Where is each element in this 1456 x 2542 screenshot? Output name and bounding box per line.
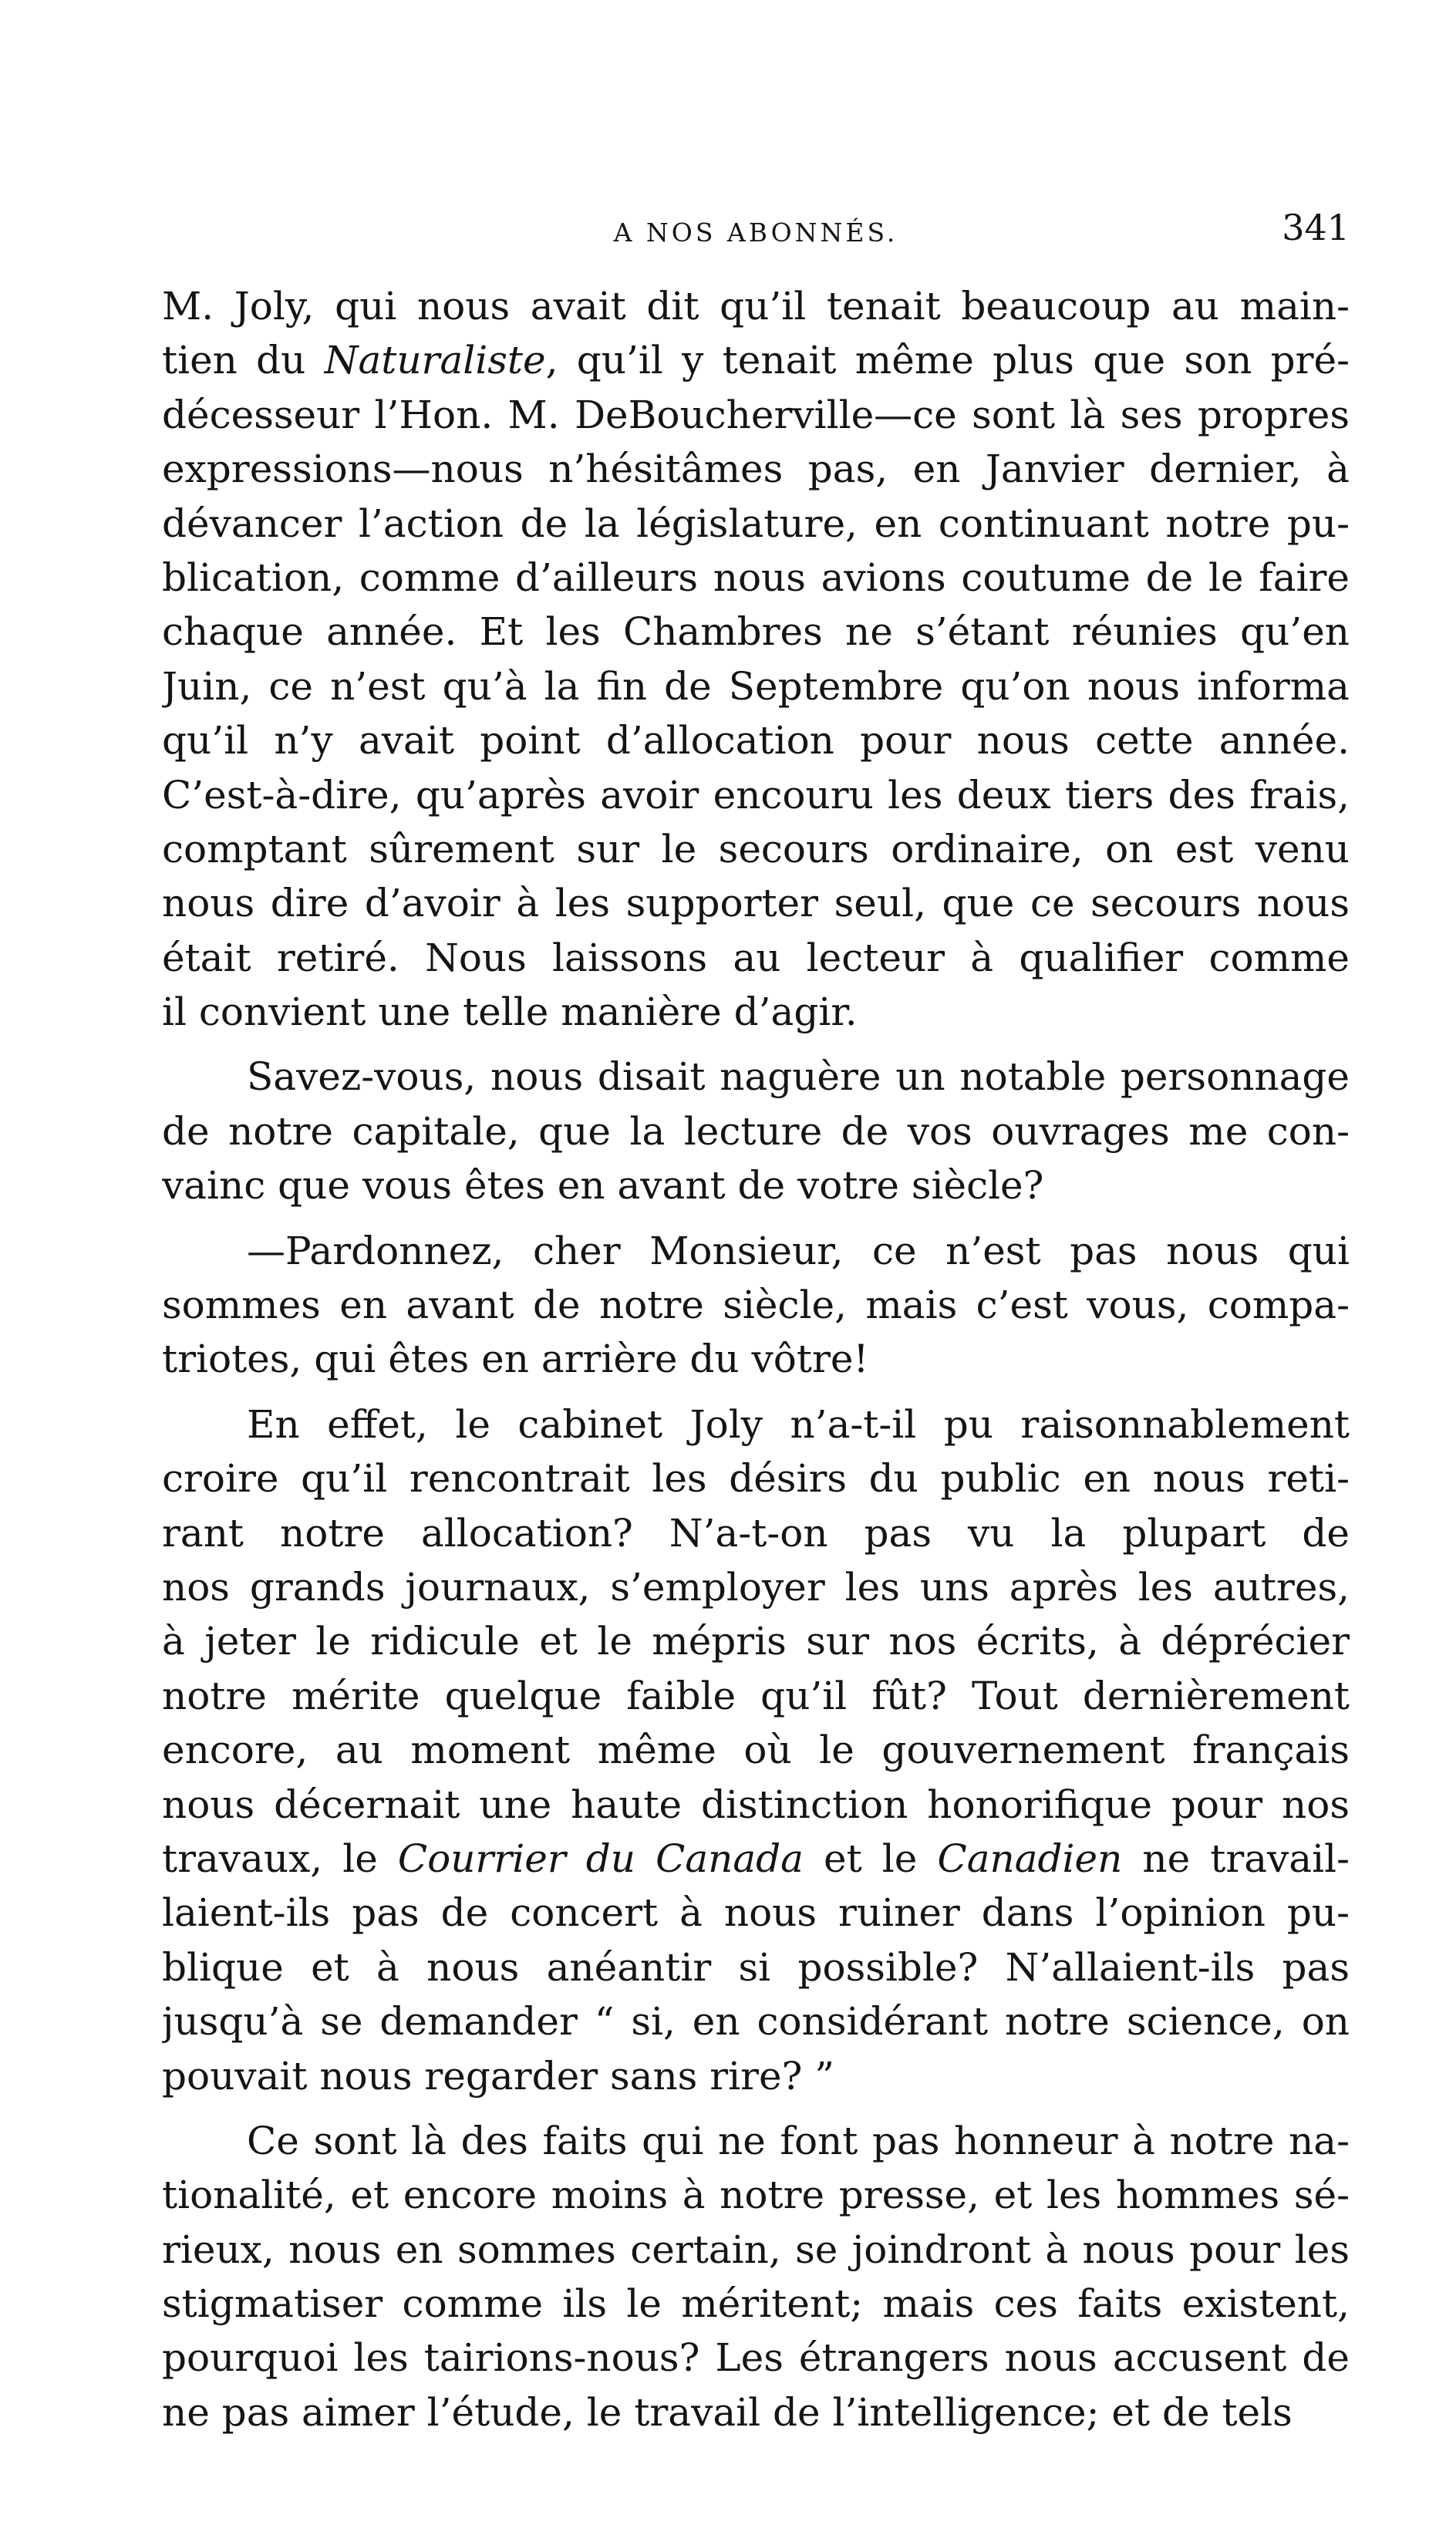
text-line [162, 2114, 1350, 2168]
text-segment: C’est-à-dire, qu’après avoir encouru les deux tiers des frais, [162, 772, 1350, 818]
text-line [162, 2277, 1350, 2331]
text-line [162, 2223, 1350, 2277]
text-line [162, 1560, 1350, 1614]
italic-title: Naturaliste [324, 338, 546, 383]
text-line [162, 931, 1350, 985]
paragraph [162, 1224, 1350, 1387]
text-segment: chaque année. Et les Chambres ne s’étant réunies qu’en [162, 609, 1350, 655]
text-segment: à jeter le ridicule et le mépris sur nos écrits, à déprécier [162, 1619, 1350, 1664]
text-segment: décesseur l’Hon. M. DeBoucherville—ce sont là ses propres [162, 392, 1350, 437]
text-segment: rant notre allocation? N’a-t-on pas vu la plupart de [162, 1510, 1350, 1556]
text-segment: blique et à nous anéantir si possible? N’allaient-ils pas [162, 1944, 1350, 1990]
italic-title: Canadien [937, 1836, 1123, 1881]
text-line [162, 1158, 1350, 1212]
text-segment: Savez-vous, nous disait naguère un notable personnage [247, 1054, 1350, 1100]
text-segment: comptant sûrement sur le secours ordinaire, on est venu [162, 826, 1350, 871]
text-segment: nos grands journaux, s’employer les uns après les autres, [162, 1564, 1350, 1610]
text-line [162, 497, 1350, 551]
text-line [162, 985, 1350, 1039]
text-segment: tien du [162, 338, 325, 383]
text-segment: —Pardonnez, cher Monsieur, ce n’est pas nous qui [247, 1228, 1350, 1273]
paragraph [162, 1397, 1350, 2103]
text-segment: Juin, ce n’est qu’à la fin de Septembre qu’on nous informa [162, 663, 1350, 709]
text-segment: expressions—nous n’hésitâmes pas, en Janvier dernier, à [162, 447, 1350, 492]
text-segment: encore, au moment même où le gouvernement français [162, 1728, 1350, 1773]
text-line [162, 1994, 1350, 2048]
text-line [162, 2049, 1350, 2103]
text-line [162, 1224, 1350, 1278]
paragraph-gap [162, 2103, 1350, 2114]
text-segment: de notre capitale, que la lecture de vos ouvrages me con- [162, 1108, 1350, 1154]
paragraph [162, 279, 1350, 1039]
text-line [162, 822, 1350, 876]
text-line [162, 1723, 1350, 1777]
text-segment: stigmatiser comme ils le méritent; mais ces faits existent, [162, 2281, 1350, 2327]
text-line [162, 876, 1350, 930]
paragraph-gap [162, 1039, 1350, 1050]
text-line [162, 2385, 1350, 2439]
page-number: 341 [1282, 207, 1350, 248]
text-segment: vainc que vous êtes en avant de votre siècle? [162, 1163, 1044, 1209]
text-line [162, 1104, 1350, 1158]
text-segment: et le [803, 1836, 938, 1881]
text-line [162, 768, 1350, 822]
text-segment: laient-ils pas de concert à nous ruiner dans l’opinion pu- [162, 1890, 1350, 1936]
text-line [162, 1050, 1350, 1104]
text-line [162, 442, 1350, 496]
text-line [162, 713, 1350, 767]
running-head [162, 207, 1350, 253]
italic-title: Courrier du Canada [397, 1836, 804, 1881]
text-line [162, 1940, 1350, 1994]
text-segment: travaux, le [162, 1836, 398, 1881]
text-segment: triotes, qui êtes en arrière du vôtre! [162, 1337, 869, 1382]
text-line [162, 1332, 1350, 1386]
text-segment: nous dire d’avoir à les supporter seul, que ce secours nous [162, 881, 1350, 926]
text-segment: rieux, nous en sommes certain, se joindront à nous pour les [162, 2227, 1350, 2272]
text-segment: blication, comme d’ailleurs nous avions coutume de le faire [162, 555, 1350, 600]
text-line [162, 2168, 1350, 2222]
text-line [162, 279, 1350, 333]
text-segment: Ce sont là des faits qui ne font pas honneur à notre na- [247, 2118, 1350, 2163]
text-segment: tionalité, et encore moins à notre presse, et les hommes sé- [162, 2173, 1350, 2218]
text-segment: qu’il n’y avait point d’allocation pour nous cette année. [162, 718, 1350, 764]
text-line [162, 333, 1350, 387]
text-line [162, 1669, 1350, 1723]
text-segment: sommes en avant de notre siècle, mais c’est vous, compa- [162, 1283, 1350, 1328]
text-segment: pourquoi les tairions-nous? Les étrangers nous accusent de [162, 2335, 1350, 2381]
text-line [162, 388, 1350, 442]
text-segment: croire qu’il rencontrait les désirs du public en nous reti- [162, 1456, 1350, 1502]
paragraph [162, 1050, 1350, 1212]
text-line [162, 1778, 1350, 1832]
text-segment: notre mérite quelque faible qu’il fût? Tout dernièrement [162, 1673, 1350, 1718]
text-line [162, 2331, 1350, 2385]
text-line [162, 1886, 1350, 1940]
text-segment: , qu’il y tenait même plus que son pré- [545, 338, 1350, 383]
text-line [162, 1614, 1350, 1668]
text-segment: pouvait nous regarder sans rire? ” [162, 2053, 834, 2099]
text-line [162, 1832, 1350, 1886]
text-line [162, 551, 1350, 605]
text-line [162, 1506, 1350, 1560]
text-segment: ne travail- [1122, 1836, 1350, 1881]
text-line [162, 1451, 1350, 1505]
paragraph-gap [162, 1387, 1350, 1397]
text-segment: était retiré. Nous laissons au lecteur à qualifier comme [162, 935, 1350, 980]
body-text [162, 279, 1350, 2439]
text-segment: ne pas aimer l’étude, le travail de l’intelligence; et de tels [162, 2389, 1293, 2435]
text-line [162, 659, 1350, 713]
text-segment: nous décernait une haute distinction honorifique pour nos [162, 1782, 1350, 1827]
text-segment: il convient une telle manière d’agir. [162, 989, 858, 1035]
running-title: A NOS ABONNÉS. [613, 217, 898, 248]
text-segment: M. Joly, qui nous avait dit qu’il tenait beaucoup au main- [162, 284, 1350, 329]
text-segment: jusqu’à se demander “ si, en considérant notre science, on [162, 1999, 1350, 2045]
text-segment: dévancer l’action de la législature, en continuant notre pu- [162, 501, 1350, 546]
text-segment: En effet, le cabinet Joly n’a-t-il pu raisonnablement [247, 1401, 1350, 1447]
text-line [162, 605, 1350, 659]
text-line [162, 1397, 1350, 1451]
text-line [162, 1278, 1350, 1332]
paragraph [162, 2114, 1350, 2439]
paragraph-gap [162, 1213, 1350, 1224]
